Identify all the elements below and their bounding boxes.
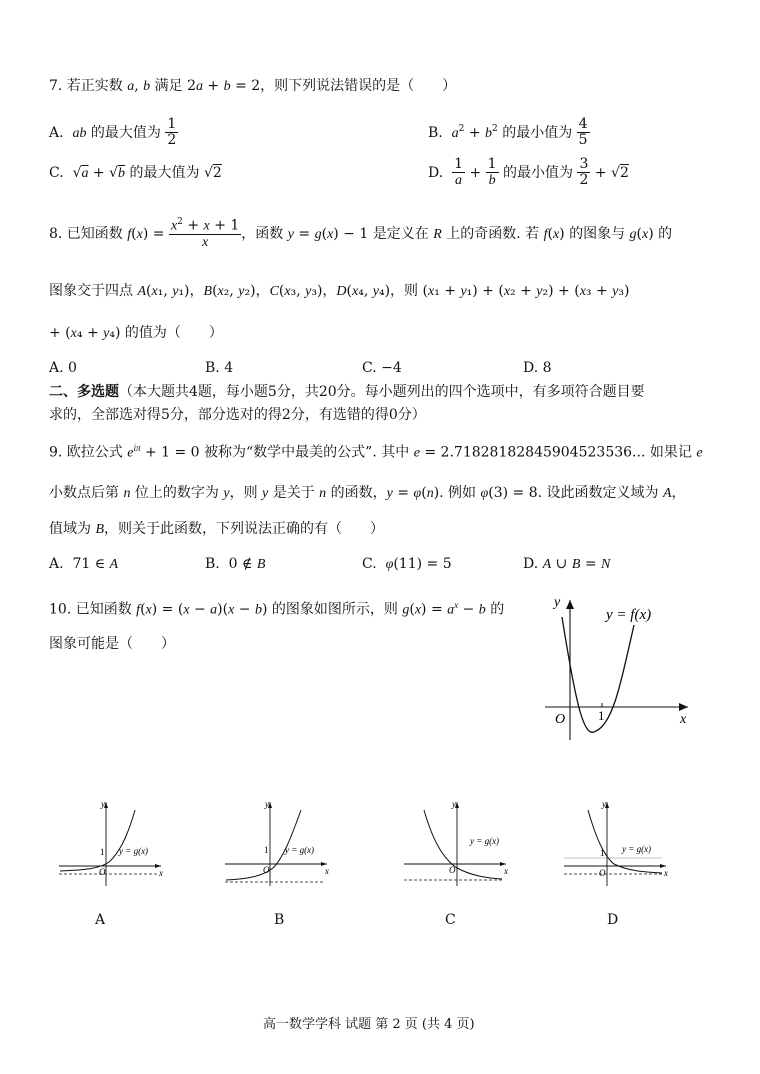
main-tick-label: 1	[598, 708, 605, 723]
q10-option-d-graph[interactable]	[562, 798, 672, 888]
main-curve-label: y = f(x)	[606, 607, 652, 623]
q9-option-c[interactable]: C. φ(11) = 5	[362, 556, 452, 572]
q10-option-b-graph[interactable]	[223, 798, 333, 888]
q10-option-c-letter[interactable]: C	[445, 912, 456, 928]
q9-line3: 值域为 B，则关于此函数，下列说法正确的有（ ）	[49, 521, 385, 537]
d-curve-label: y = g(x)	[622, 844, 652, 854]
a-origin: O	[99, 867, 106, 877]
q10-option-a-graph[interactable]	[57, 798, 167, 888]
section2-title: 二、多选题	[49, 384, 119, 400]
svg-text:y: y	[265, 799, 269, 809]
section2-desc1: （本大题共4题，每小题5分，共20分。每小题列出的四个选项中，有多项符合题目要	[119, 384, 645, 400]
d-tick: 1	[600, 848, 605, 858]
main-y-axis-label: y	[554, 595, 561, 610]
q9-option-a[interactable]: A. 71 ∈ A	[49, 556, 119, 572]
q10-main-graph	[540, 595, 700, 745]
svg-text:y: y	[602, 799, 606, 809]
section2-header	[49, 384, 645, 401]
svg-text:x: x	[159, 868, 163, 878]
q10-line1: 10. 已知函数 f(x) = (x − a)(x − b) 的图象如图所示，则 $g(x) = a^x - b$ 的	[49, 600, 505, 618]
page-footer: 高一数学学科 试题 第 2 页 (共 4 页)	[263, 1017, 475, 1032]
q10-option-a-letter[interactable]: A	[95, 912, 106, 928]
q9-line1: 9. 欧拉公式 $e^{i\pi} + 1 = 0$ 被称为“数学中最美的公式”. 其中 e = 2.71828182845904523536... 如果记 e	[49, 443, 703, 461]
q10-option-c-graph[interactable]	[402, 798, 512, 888]
q8-line3: + (x₄ + y₄) 的值为（ ）	[49, 325, 223, 341]
a-tick: 1	[100, 847, 105, 857]
svg-text:x: x	[664, 868, 668, 878]
c-origin: O	[449, 865, 456, 875]
q8-option-d[interactable]: D. 8	[523, 360, 552, 376]
q8-line2: 图象交于四点 A(x₁, y₁)，B(x₂, y₂)，C(x₃, y₃)，D(x₄, y₄)，则 (x₁ + y₁) + (x₂ + y₂) + (x₃ + y₃)	[49, 283, 630, 299]
section2-desc2: 求的，全部选对得5分，部分选对的得2分，有选错的得0分）	[49, 407, 426, 423]
svg-text:x: x	[504, 866, 508, 876]
q7-option-d[interactable]: D. $\frac{1}{a}$ + $\frac{1}{b}$ 的最小值为 $\frac{3}{2}$ + √2	[428, 156, 629, 189]
a-curve-label: y = g(x)	[119, 846, 149, 856]
q7-option-c[interactable]: C. √a + √b 的最大值为 √2	[49, 165, 222, 181]
b-origin: O	[263, 865, 270, 875]
q7-stem: 7. 若正实数 a, b 满足 2a + b = 2，则下列说法错误的是（ ）	[49, 78, 457, 94]
main-origin-label: O	[555, 712, 566, 727]
q9-option-d[interactable]: D. A ∪ B = N	[523, 556, 611, 572]
svg-text:y: y	[452, 799, 456, 809]
q9-line2: 小数点后第 n 位上的数字为 y，则 y 是关于 n 的函数，y = φ(n). 例如 φ(3) = 8. 设此函数定义域为 A，	[49, 485, 686, 501]
q10-option-d-letter[interactable]: D	[607, 912, 619, 928]
q9-option-b[interactable]: B. 0 ∉ B	[205, 556, 266, 572]
q8-option-c[interactable]: C. −4	[362, 360, 402, 376]
b-tick: 1	[264, 845, 269, 855]
svg-text:y: y	[101, 799, 105, 809]
q8-line1: 8. 已知函数 f(x) = $\frac{x^2 + x + 1}{x}$ ，函数 y = g(x) − 1 是定义在 R 上的奇函数. 若 f(x) 的图象与 g(x) 的	[49, 217, 673, 251]
q7-option-a[interactable]: A. ab 的最大值为 $\frac{1}{2}$	[49, 116, 177, 149]
d-origin: O	[599, 868, 606, 878]
q10-line2: 图象可能是（ ）	[49, 636, 175, 652]
q10-option-b-letter[interactable]: B	[274, 912, 285, 928]
b-curve-label: y = g(x)	[285, 845, 315, 855]
q7-option-b[interactable]: B. $a^2 + b^2$ 的最小值为 $\frac{4}{5}$	[428, 116, 588, 149]
main-x-axis-label: x	[680, 712, 687, 727]
q8-option-b[interactable]: B. 4	[205, 360, 234, 376]
c-curve-label: y = g(x)	[470, 836, 500, 846]
svg-text:x: x	[325, 866, 329, 876]
q8-option-a[interactable]: A. 0	[49, 360, 77, 376]
